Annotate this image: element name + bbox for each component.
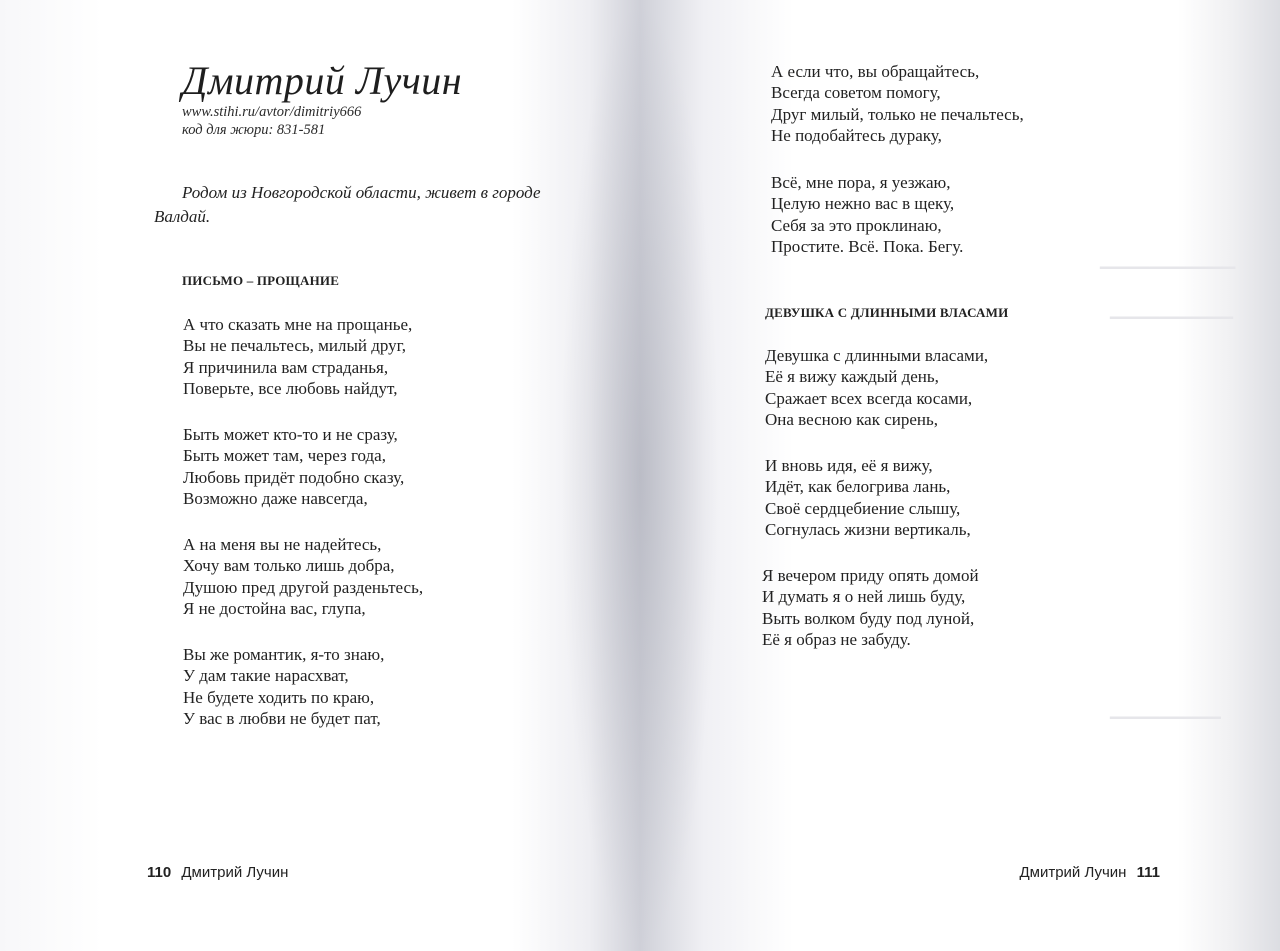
poem-line: У вас в любви не будет пат, <box>183 708 381 728</box>
footer-author: Дмитрий Лучин <box>181 864 289 881</box>
poem-stanza <box>771 172 963 257</box>
bio-line: Валдай. <box>154 207 211 226</box>
jury-code: код для жюри: 831-581 <box>182 122 326 138</box>
poem-line: Я причинила вам страданья, <box>183 357 389 377</box>
poem-line: Девушка с длинными власами, <box>765 346 989 365</box>
poem-line: Любовь придёт подобно сказу, <box>183 467 405 487</box>
poem-line: Быть может кто-то и не сразу, <box>183 425 398 444</box>
bleed-through-text: ▁▁▁▁▁▁▁▁▁▁ <box>1110 302 1234 319</box>
poem-title: ПИСЬМО – ПРОЩАНИЕ <box>182 273 340 288</box>
footer-author: Дмитрий Лучин <box>1019 864 1127 881</box>
page-number: 111 <box>1136 864 1160 881</box>
poem-line: Простите. Всё. Пока. Бегу. <box>771 236 964 256</box>
poem-line: Согнулась жизни вертикаль, <box>765 519 971 539</box>
page-footer <box>1019 864 1160 881</box>
poem-line: Я вечером приду опять домой <box>762 566 979 585</box>
poem-line: Всегда советом помогу, <box>771 83 941 103</box>
poem-stanza <box>183 534 423 619</box>
poem-line: А на меня вы не надейтесь, <box>183 535 382 554</box>
poem-line: Идёт, как белогрива лань, <box>765 477 951 497</box>
poem-line: Я не достойна вас, глупа, <box>183 598 366 618</box>
poem-title: ДЕВУШКА С ДЛИННЫМИ ВЛАСАМИ <box>765 305 1009 320</box>
poem-line: Хочу вам только лишь добра, <box>183 556 395 576</box>
poem-stanza <box>762 565 979 650</box>
poem-line: Выть волком буду под луной, <box>762 608 975 628</box>
poem-line: У дам такие нарасхват, <box>183 666 349 686</box>
poem-line: Не подобайтесь дураку, <box>771 125 942 145</box>
poem-stanza <box>765 345 988 430</box>
author-name: Дмитрий Лучин <box>182 58 463 103</box>
poem-line: Душою пред другой разденьтесь, <box>183 577 424 597</box>
poem-line: Своё сердцебиение слышу, <box>765 498 961 518</box>
page-footer <box>147 864 288 881</box>
poem-line: Друг милый, только не печальтесь, <box>771 104 1024 124</box>
poem-line: Её я образ не забуду. <box>762 629 911 649</box>
poem-stanza <box>765 455 971 540</box>
poem-line: Быть может там, через года, <box>183 446 386 466</box>
poem-line: Всё, мне пора, я уезжаю, <box>771 173 951 192</box>
poem-line: А что сказать мне на прощанье, <box>183 315 413 334</box>
poem-line: И думать я о ней лишь буду, <box>762 587 966 607</box>
author-url: www.stihi.ru/avtor/dimitriy666 <box>182 104 362 120</box>
poem-line: Поверьте, все любовь найдут, <box>183 378 398 398</box>
bleed-through-text: ▁▁▁▁▁▁▁▁▁▁▁ <box>1100 252 1236 269</box>
poem-line: Сражает всех всегда косами, <box>765 388 973 408</box>
bio-line: Родом из Новгородской области, живет в городе <box>182 183 541 202</box>
right-page <box>640 0 1280 951</box>
bleed-through-text: ▁▁▁▁▁▁▁▁▁ <box>1110 702 1221 719</box>
poem-line: И вновь идя, её я вижу, <box>765 456 933 475</box>
poem-line: Вы не печальтесь, милый друг, <box>183 336 406 356</box>
author-bio <box>154 181 587 229</box>
poem-line: Целую нежно вас в щеку, <box>771 194 955 214</box>
poem-line: Не будете ходить по краю, <box>183 687 375 707</box>
poem-stanza <box>183 644 384 729</box>
poem-line: Она весною как сирень, <box>765 409 939 429</box>
poem-stanza <box>183 314 412 399</box>
poem-stanza <box>183 424 404 509</box>
poem-line: Возможно даже навсегда, <box>183 488 368 508</box>
poem-stanza <box>771 61 1024 146</box>
poem-line: Себя за это проклинаю, <box>771 215 942 235</box>
poem-line: А если что, вы обращайтесь, <box>771 62 980 81</box>
page-number: 110 <box>147 864 172 881</box>
poem-line: Её я вижу каждый день, <box>765 367 939 387</box>
poem-line: Вы же романтик, я-то знаю, <box>183 645 385 664</box>
